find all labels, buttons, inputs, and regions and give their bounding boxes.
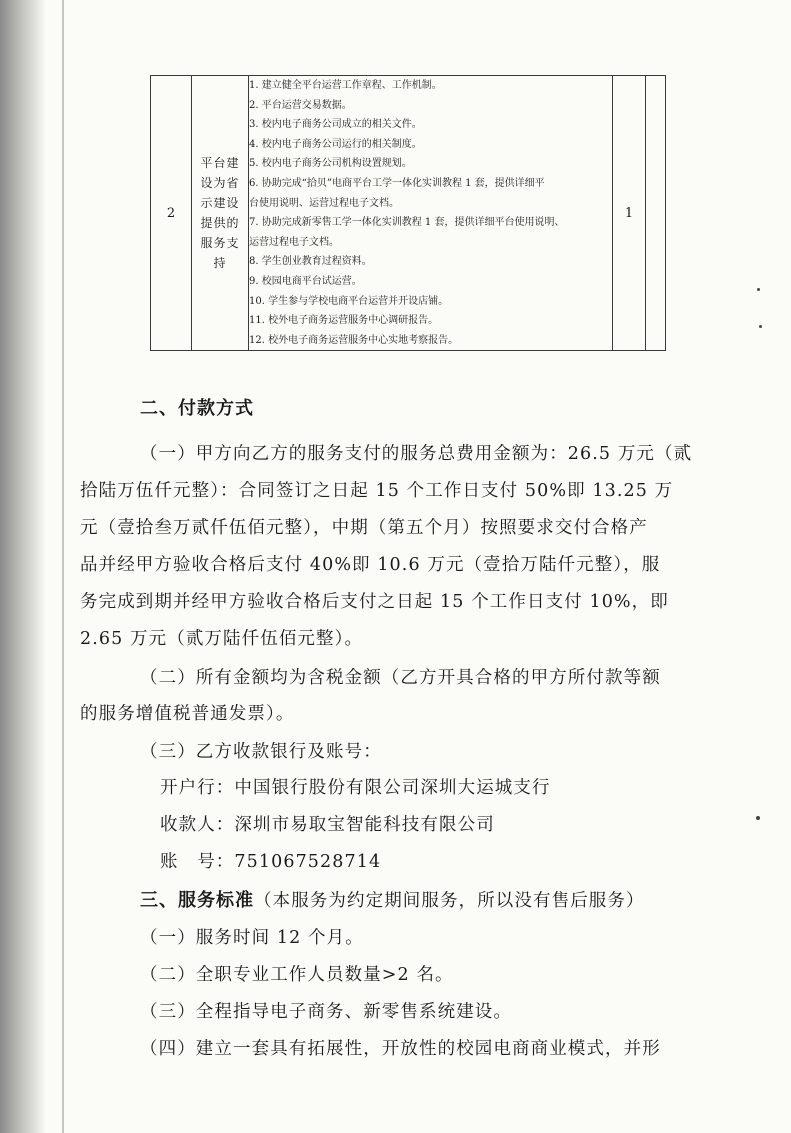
scan-speck — [757, 288, 760, 291]
service-content-cell — [249, 76, 613, 351]
subject-line: 持 — [213, 256, 227, 271]
subject-line: 设为省 — [200, 176, 240, 191]
paragraph-line: （一）甲方向乙方的服务支付的服务总费用金额为：26.5 万元（贰 — [140, 444, 693, 464]
subject-line: 平台建 — [200, 156, 240, 171]
paragraph-line: 的服务增值税普通发票）。 — [80, 704, 295, 724]
list-item: 10. 学生参与学校电商平台运营并开设店铺。 — [249, 295, 449, 307]
payment-heading: 二、付款方式 — [140, 398, 254, 419]
list-item: 1. 建立健全平台运营工作章程、工作机制。 — [249, 80, 442, 91]
list-item: 运营过程电子文档。 — [249, 236, 339, 248]
payee-line: 收款人：深圳市易取宝智能科技有限公司 — [160, 815, 495, 835]
service-items-table — [150, 75, 666, 351]
service-standard-note: （本服务为约定期间服务，所以没有售后服务） — [254, 891, 645, 911]
paragraph-line: （一）服务时间 12 个月。 — [140, 928, 364, 948]
row-number-cell: 2 — [151, 76, 192, 351]
paragraph-line: （三）乙方收款银行及账号： — [140, 742, 382, 762]
paragraph-line: （四）建立一套具有拓展性，开放性的校园电商商业模式，并形 — [140, 1039, 661, 1059]
paragraph-line: （二）所有金额均为含税金额（乙方开具合格的甲方所付款等额 — [140, 668, 661, 688]
list-item: 台使用说明、运营过程电子文档。 — [249, 197, 399, 209]
subject-line: 服务支 — [200, 236, 240, 251]
list-item: 6. 协助完成“拾贝”电商平台工学一体化实训教程 1 套，提供详细平 — [249, 177, 545, 189]
list-item: 9. 校园电商平台试运营。 — [249, 275, 362, 287]
blank-cell — [646, 76, 666, 351]
list-item: 12. 校外电子商务运营服务中心实地考察报告。 — [249, 334, 459, 346]
service-standard-heading: 三、服务标准 — [140, 890, 254, 911]
scan-speck — [759, 325, 762, 328]
list-item: 7. 协助完成新零售工学一体化实训教程 1 套，提供详细平台使用说明、 — [249, 217, 565, 229]
service-subject-cell — [192, 76, 249, 351]
list-item: 3. 校内电子商务公司成立的相关文件。 — [249, 119, 422, 131]
quantity-cell: 1 — [613, 76, 646, 351]
table-row — [151, 76, 666, 351]
service-standard-line — [140, 886, 645, 912]
list-item: 11. 校外电子商务运营服务中心调研报告。 — [249, 315, 439, 327]
subject-line: 示建设 — [200, 196, 240, 211]
paragraph-line: （二）全职专业工作人员数量>2 名。 — [140, 965, 454, 985]
list-item: 5. 校内电子商务公司机构设置规划。 — [249, 158, 412, 170]
account-line: 账 号：751067528714 — [160, 852, 382, 872]
list-item: 8. 学生创业教育过程资料。 — [249, 256, 372, 268]
list-item: 2. 平台运营交易数据。 — [249, 99, 352, 111]
paragraph-line: （三）全程指导电子商务、新零售系统建设。 — [140, 1002, 512, 1022]
paragraph-line: 元（壹拾叁万贰仟伍佰元整），中期（第五个月）按照要求交付合格产 — [80, 518, 648, 538]
subject-line: 提供的 — [200, 216, 240, 231]
paragraph-line: 拾陆万伍仟元整）：合同签订之日起 15 个工作日支付 50%即 13.25 万 — [80, 481, 674, 501]
paragraph-line: 品并经甲方验收合格后支付 40%即 10.6 万元（壹拾万陆仟元整），服 — [80, 555, 661, 575]
scan-speck — [756, 816, 760, 820]
scan-binding-line — [62, 0, 64, 1133]
bank-name-line: 开户行：中国银行股份有限公司深圳大运城支行 — [160, 778, 551, 798]
scan-binding-shadow — [0, 0, 46, 1133]
list-item: 4. 校内电子商务公司运行的相关制度。 — [249, 138, 422, 150]
paragraph-line: 2.65 万元（贰万陆仟伍佰元整）。 — [80, 629, 364, 649]
paragraph-line: 务完成到期并经甲方验收合格后支付之日起 15 个工作日支付 10%，即 — [80, 592, 669, 612]
